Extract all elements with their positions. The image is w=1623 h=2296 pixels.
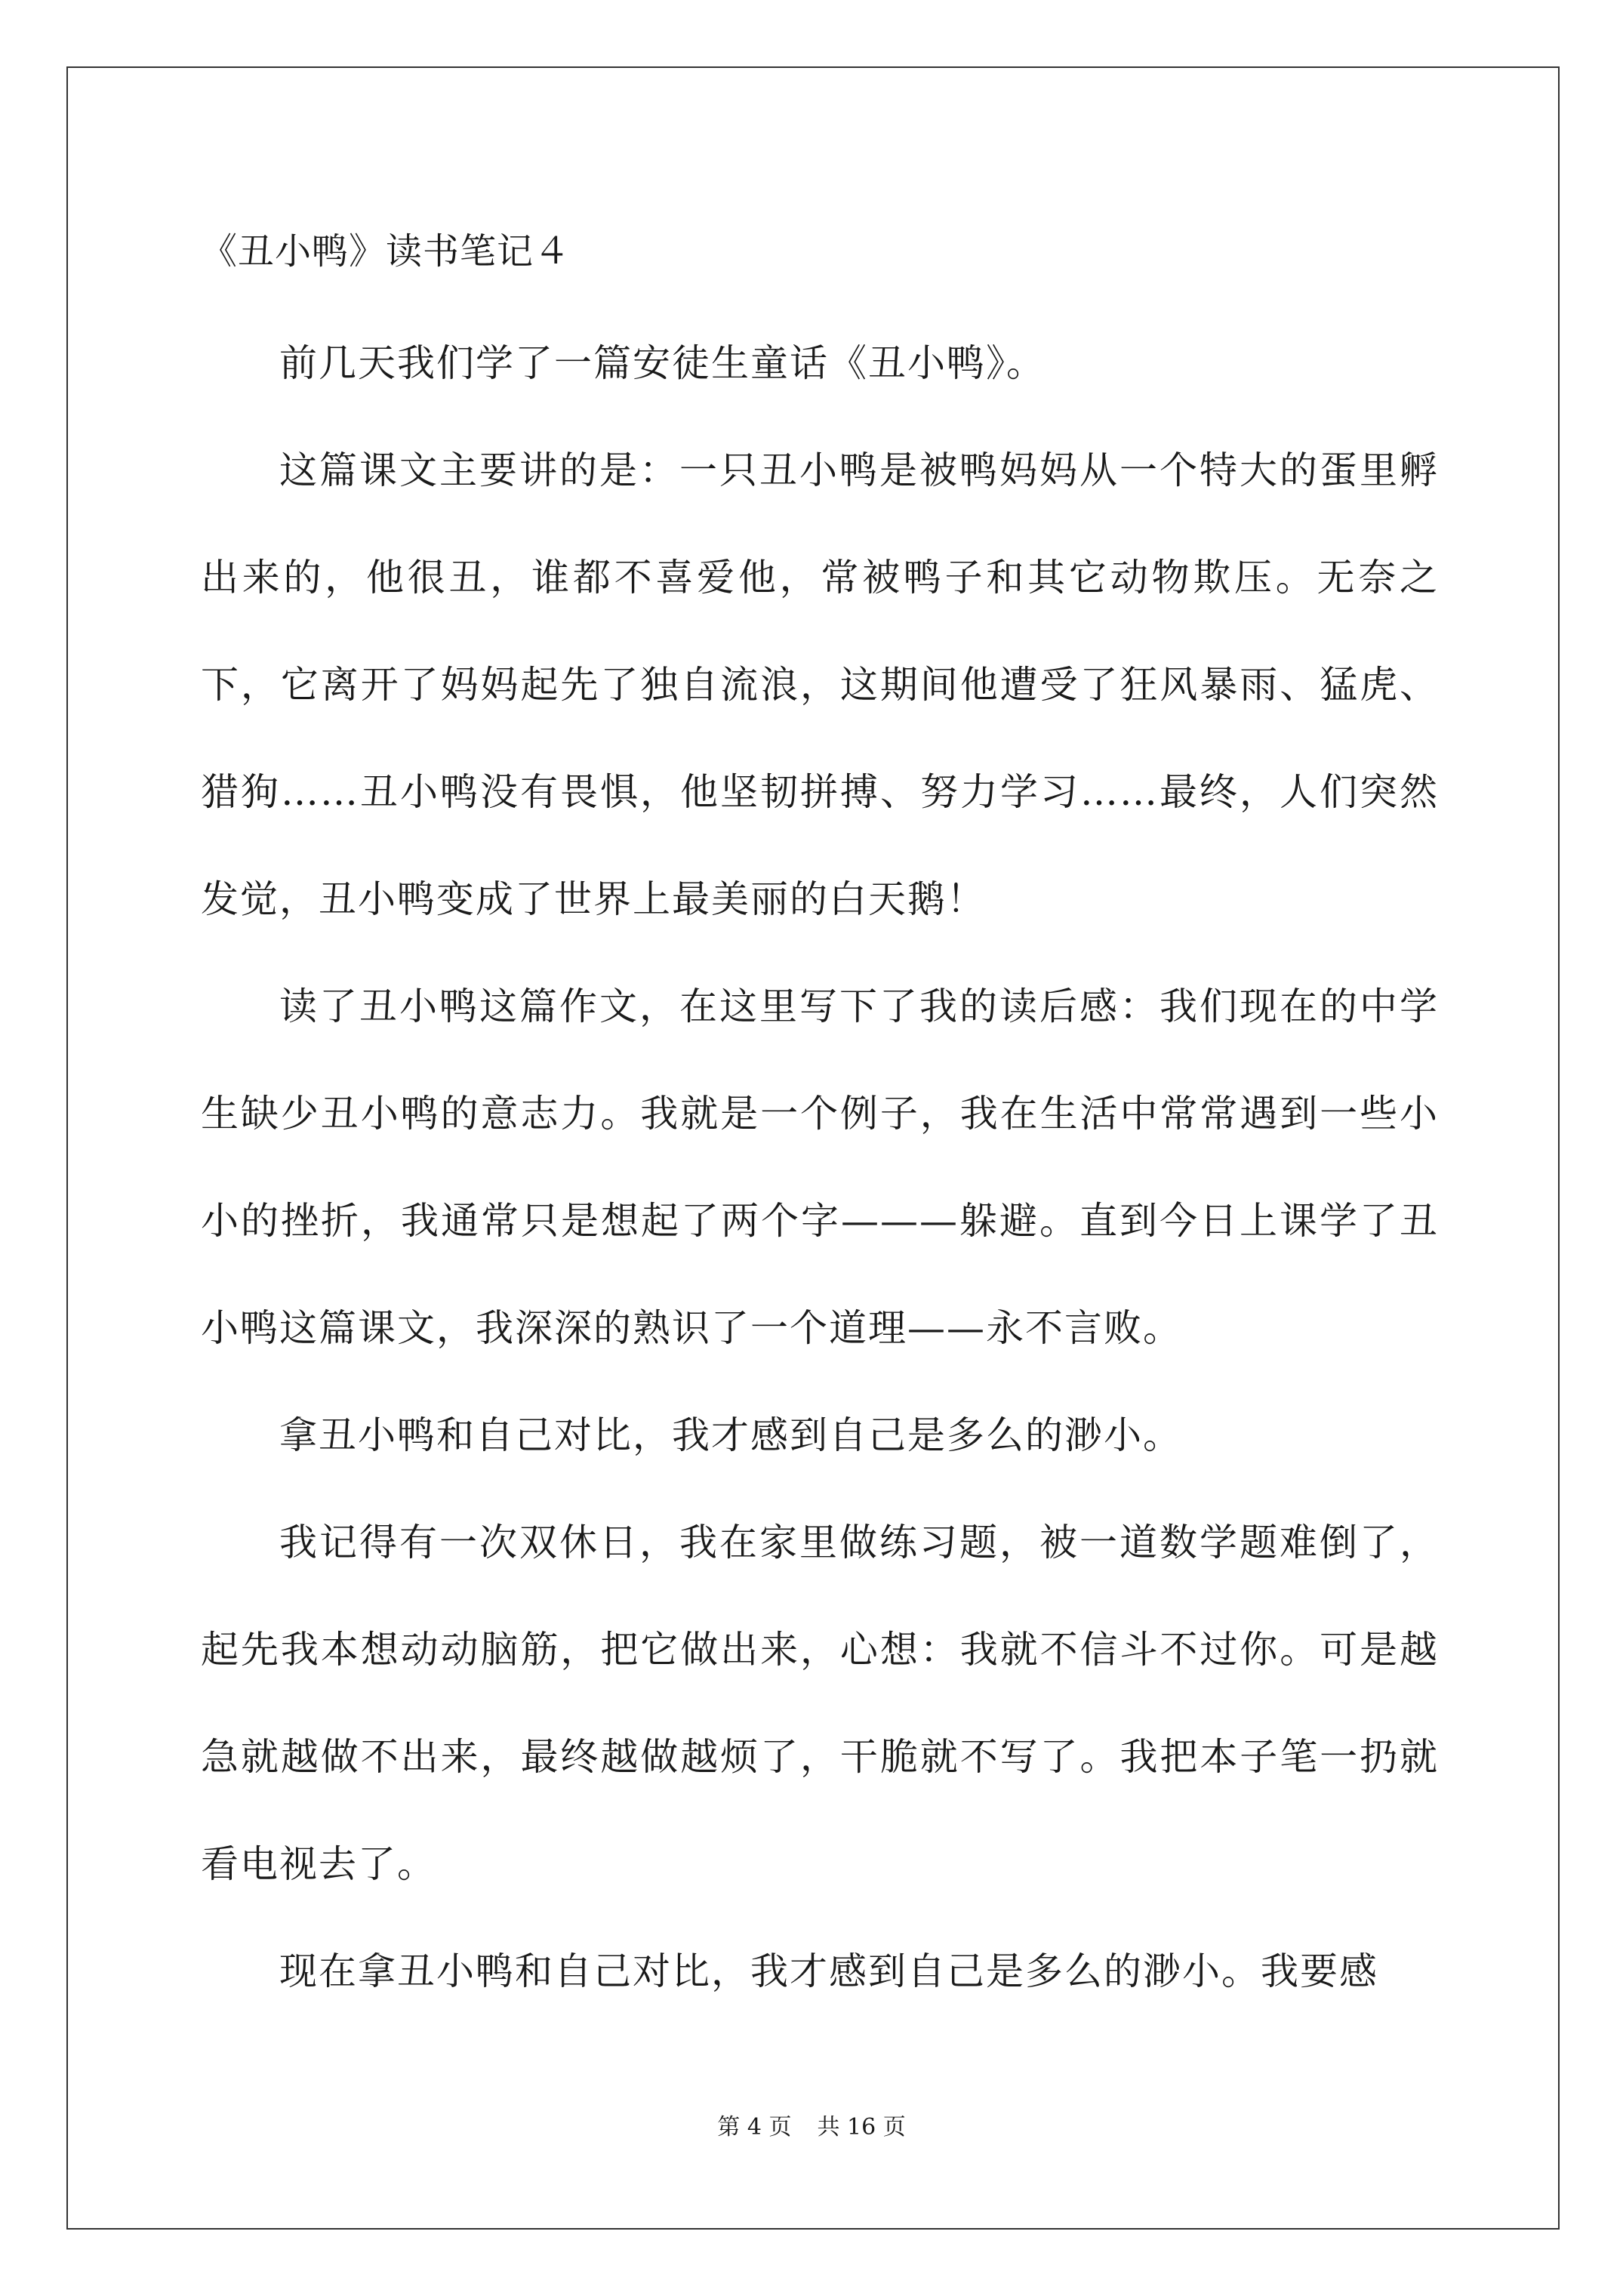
paragraph: 拿丑小鸭和自己对比，我才感到自己是多么的渺小。: [279, 1413, 1182, 1457]
document-title: 《丑小鸭》读书笔记４: [201, 230, 571, 273]
page-total: 共 16 页: [817, 2114, 906, 2140]
paragraph: 我记得有一次双休日，我在家里做练习题，被一道数学题难倒了，起先我本想动动脑筋，把它做出来，心想：我就不信斗不过你。可是越急就越做不出来，最终越做越烦了，干脆就不写了。我把本子笔一扔就看电视去了。: [201, 1521, 1439, 1886]
paragraph: 读了丑小鸭这篇作文，在这里写下了我的读后感：我们现在的中学生缺少丑小鸭的意志力。我就是一个例子，我在生活中常常遇到一些小小的挫折，我通常只是想起了两个字———躲避。直到今日上课学了丑小鸭这篇课文，我深深的熟识了一个道理——永不言败。: [201, 985, 1439, 1350]
page-number: 第 4 页: [717, 2114, 792, 2140]
paragraph: 这篇课文主要讲的是：一只丑小鸭是被鸭妈妈从一个特大的蛋里孵出来的，他很丑，谁都不喜爱他，常被鸭子和其它动物欺压。无奈之下，它离开了妈妈起先了独自流浪，这期间他遭受了狂风暴雨、猛虎、猎狗……丑小鸭没有畏惧，他坚韧拼搏、努力学习……最终，人们突然发觉，丑小鸭变成了世界上最美丽的白天鹅！: [201, 448, 1439, 921]
paragraph: 前几天我们学了一篇安徒生童话《丑小鸭》。: [279, 341, 1046, 385]
document-body: [201, 310, 1439, 2025]
page-footer: [0, 2113, 1623, 2143]
paragraph: 现在拿丑小鸭和自己对比，我才感到自己是多么的渺小。我要感: [279, 1949, 1378, 1993]
